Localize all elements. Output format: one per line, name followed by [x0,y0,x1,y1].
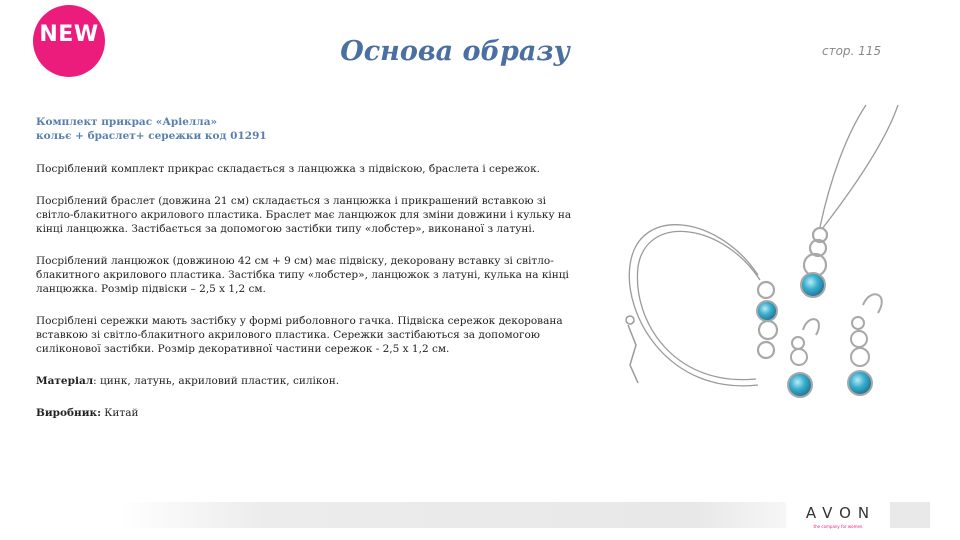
new-badge [33,5,105,77]
new-badge-label: NEW [39,21,99,47]
maker-paragraph [36,406,576,420]
necklace-gem [801,273,825,297]
necklace [820,105,898,229]
necklace-paragraph: Посріблений ланцюжок (довжиною 42 см + 9 см) має підвіску, декоровану вставку зі світло-блакитного акрилового пластика. Застібка типу «лобстер», ланцюжок з латуні, кулька на кінці ланцюжка. Розмір підвіски – 2,5 х 1,2 см. [36,255,569,295]
material-paragraph [36,374,576,388]
bracelet-clasp [626,316,638,383]
material-label: Матеріал [36,375,94,387]
material-value: : цинк, латунь, акриловий пластик, силікон. [93,375,340,387]
product-description [36,115,576,438]
earrings-paragraph: Посріблені сережки мають застібку у формі риболовного гачка. Підвіска сережок декорована вставкою зі світло-блакитного акрилового пластика. Сережки застібаються за допомогою силіконової застібки. Розмір декоративної частини сережок - 2,5 х 1,2 см. [36,315,563,355]
page-reference: стор. 115 [822,44,882,58]
product-code: кольє + браслет+ сережки код 01291 [36,130,267,142]
avon-tagline: the company for women [813,524,863,529]
product-heading [36,115,576,143]
earring-right [851,294,882,366]
footer-strip-end [890,502,930,528]
maker-label: Виробник: [36,407,101,419]
bracelet [629,225,760,386]
page-title: Основа образу [340,36,570,67]
earring-left [791,319,819,365]
necklace-pendant [804,228,827,276]
bracelet-gem [757,301,777,321]
product-name: Комплект прикрас «Аріелла» [36,116,218,128]
jewelry-photo [608,95,930,420]
footer-strip [120,502,840,528]
avon-logo [786,500,890,534]
bracelet-paragraph: Посріблений браслет (довжина 21 см) складається з ланцюжка і прикрашений вставкою зі світло-блакитного акрилового пластика. Браслет має ланцюжок для зміни довжини і кульку на кінці ланцюжка. Застібається за допомогою застібки типу «лобстер», виконаної з латуні. [36,195,572,235]
avon-brand: AVON [805,504,877,522]
intro-paragraph: Посріблений комплект прикрас складається з ланцюжка з підвіскою, браслета і сережок. [36,163,540,175]
earring-left-gem [788,373,812,397]
maker-value: Китай [100,407,139,419]
earring-right-gem [848,371,872,395]
